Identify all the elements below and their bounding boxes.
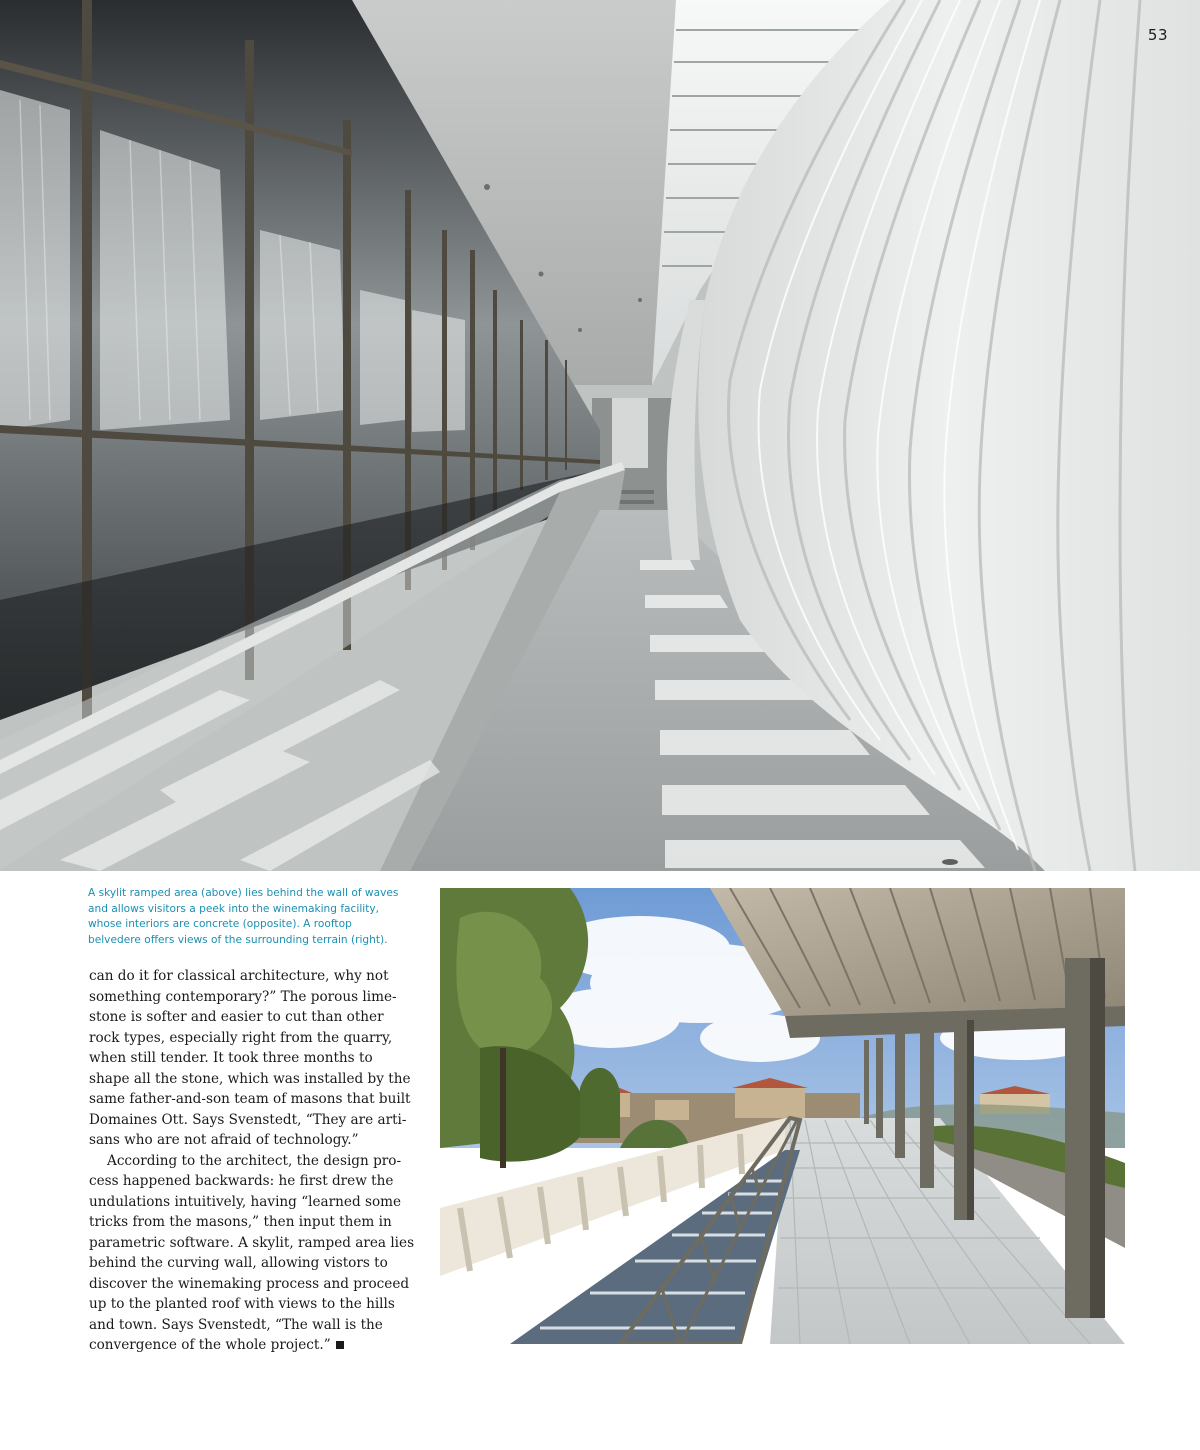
body-line: when still tender. It took three months to — [89, 1050, 373, 1066]
article-body — [89, 966, 434, 1356]
body-line: can do it for classical architecture, why not — [89, 968, 389, 984]
body-line: something contemporary?” The porous lime- — [89, 988, 397, 1005]
body-line: undulations intuitively, having “learned some — [89, 1193, 402, 1210]
body-line: cess happened backwards: he first drew the — [89, 1173, 394, 1189]
body-line: shape all the stone, which was installed by the — [89, 1070, 411, 1087]
body-line: tricks from the masons,” then input them in — [89, 1214, 392, 1230]
rooftop-belvedere-photo — [440, 888, 1125, 1344]
body-line: convergence of the whole project.” — [89, 1337, 331, 1353]
caption-line: whose interiors are concrete (opposite). A rooftop — [88, 918, 352, 931]
body-line: discover the winemaking process and proceed — [89, 1275, 410, 1292]
body-line: According to the architect, the design pro- — [107, 1152, 402, 1169]
caption-line: A skylit ramped area (above) lies behind the wall of waves — [88, 887, 399, 899]
caption-line: belvedere offers views of the surrounding terrain (right). — [88, 934, 388, 947]
caption-line: and allows visitors a peek into the winemaking facility, — [88, 902, 379, 915]
body-line-last — [89, 1335, 434, 1356]
body-line: rock types, especially right from the quarry, — [89, 1029, 393, 1046]
body-line: and town. Says Svenstedt, “The wall is the — [89, 1316, 383, 1333]
body-line: Domaines Ott. Says Svenstedt, “They are arti- — [89, 1111, 407, 1128]
body-line: same father-and-son team of masons that built — [89, 1091, 411, 1107]
body-line: stone is softer and easier to cut than other — [89, 1009, 384, 1025]
body-line: up to the planted roof with views to the hills — [89, 1296, 395, 1312]
end-of-article-mark — [336, 1341, 344, 1349]
body-line: sans who are not afraid of technology.” — [89, 1132, 359, 1148]
body-line: parametric software. A skylit, ramped area lies — [89, 1234, 415, 1251]
photo-caption — [88, 886, 428, 949]
body-line: behind the curving wall, allowing vistors to — [89, 1255, 388, 1271]
page-number: 53 — [1147, 26, 1168, 44]
